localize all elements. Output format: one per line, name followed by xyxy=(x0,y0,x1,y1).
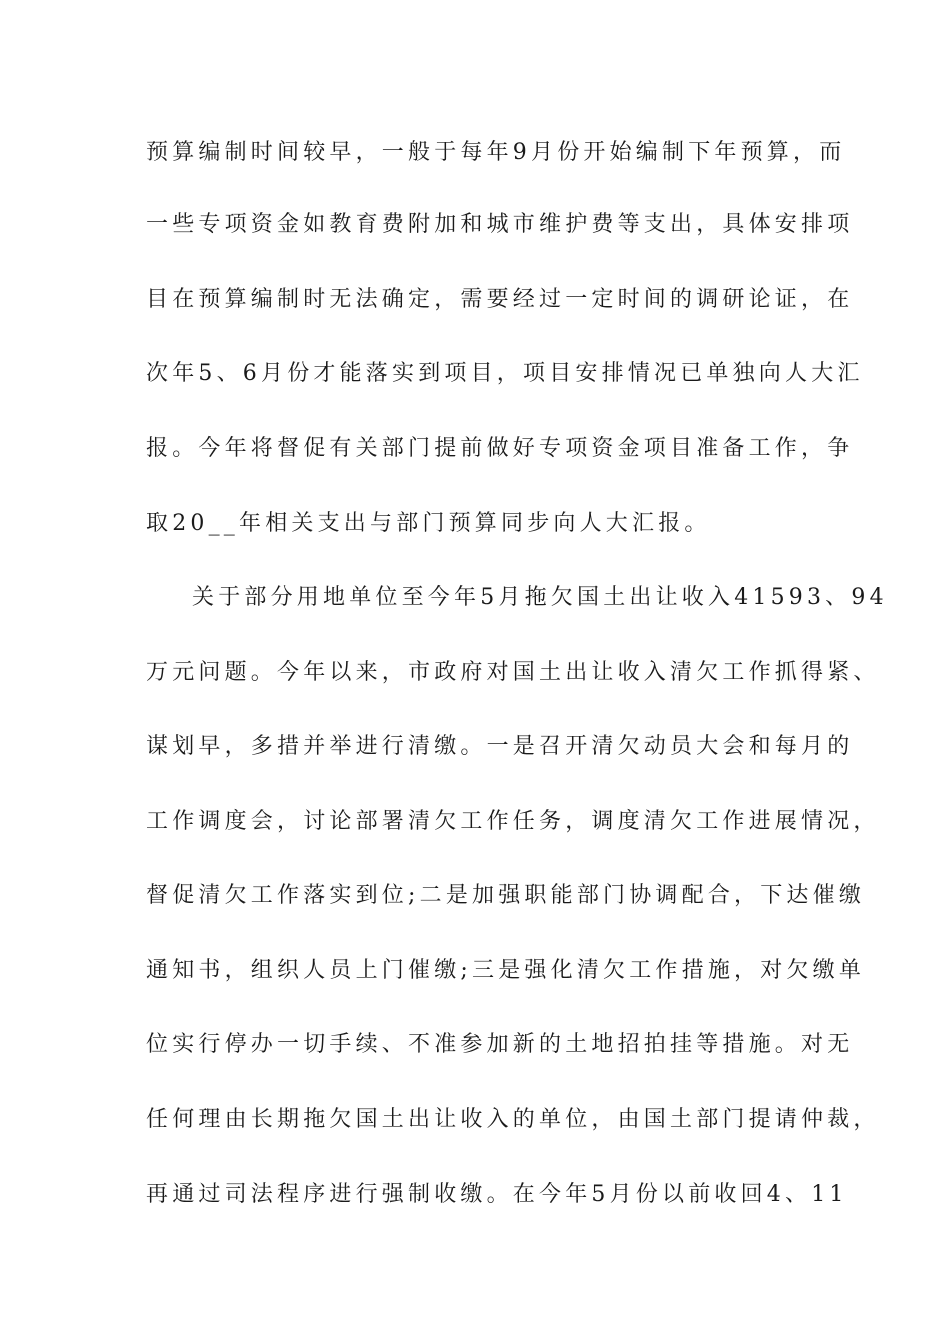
text-line: 再通过司法程序进行强制收缴。在今年5月份以前收回4、11 xyxy=(146,1182,848,1207)
text-line: 目在预算编制时无法确定，需要经过一定时间的调研论证，在 xyxy=(146,287,854,312)
text-line: 取20__年相关支出与部门预算同步向人大汇报。 xyxy=(146,511,711,536)
text-line: 次年5、6月份才能落实到项目，项目安排情况已单独向人大汇 xyxy=(146,361,864,386)
text-line: 通知书，组织人员上门催缴;三是强化清欠工作措施，对欠缴单 xyxy=(146,958,866,983)
text-line: 报。今年将督促有关部门提前做好专项资金项目准备工作，争 xyxy=(146,436,854,461)
text-line: 谋划早，多措并举进行清缴。一是召开清欠动员大会和每月的 xyxy=(146,734,854,759)
text-line: 任何理由长期拖欠国土出让收入的单位，由国土部门提请仲裁， xyxy=(146,1107,880,1132)
text-line: 一些专项资金如教育费附加和城市维护费等支出，具体安排项 xyxy=(146,212,854,237)
text-line: 位实行停办一切手续、不准参加新的土地招拍挂等措施。对无 xyxy=(146,1032,854,1057)
text-line: 万元问题。今年以来，市政府对国土出让收入清欠工作抓得紧、 xyxy=(146,660,880,685)
text-line: 工作调度会，讨论部署清欠工作任务，调度清欠工作进展情况， xyxy=(146,809,880,834)
text-line: 预算编制时间较早，一般于每年9月份开始编制下年预算，而 xyxy=(146,140,846,165)
text-line: 督促清欠工作落实到位;二是加强职能部门协调配合，下达催缴 xyxy=(146,883,866,908)
text-line: 关于部分用地单位至今年5月拖欠国土出让收入41593、94 xyxy=(192,585,888,610)
